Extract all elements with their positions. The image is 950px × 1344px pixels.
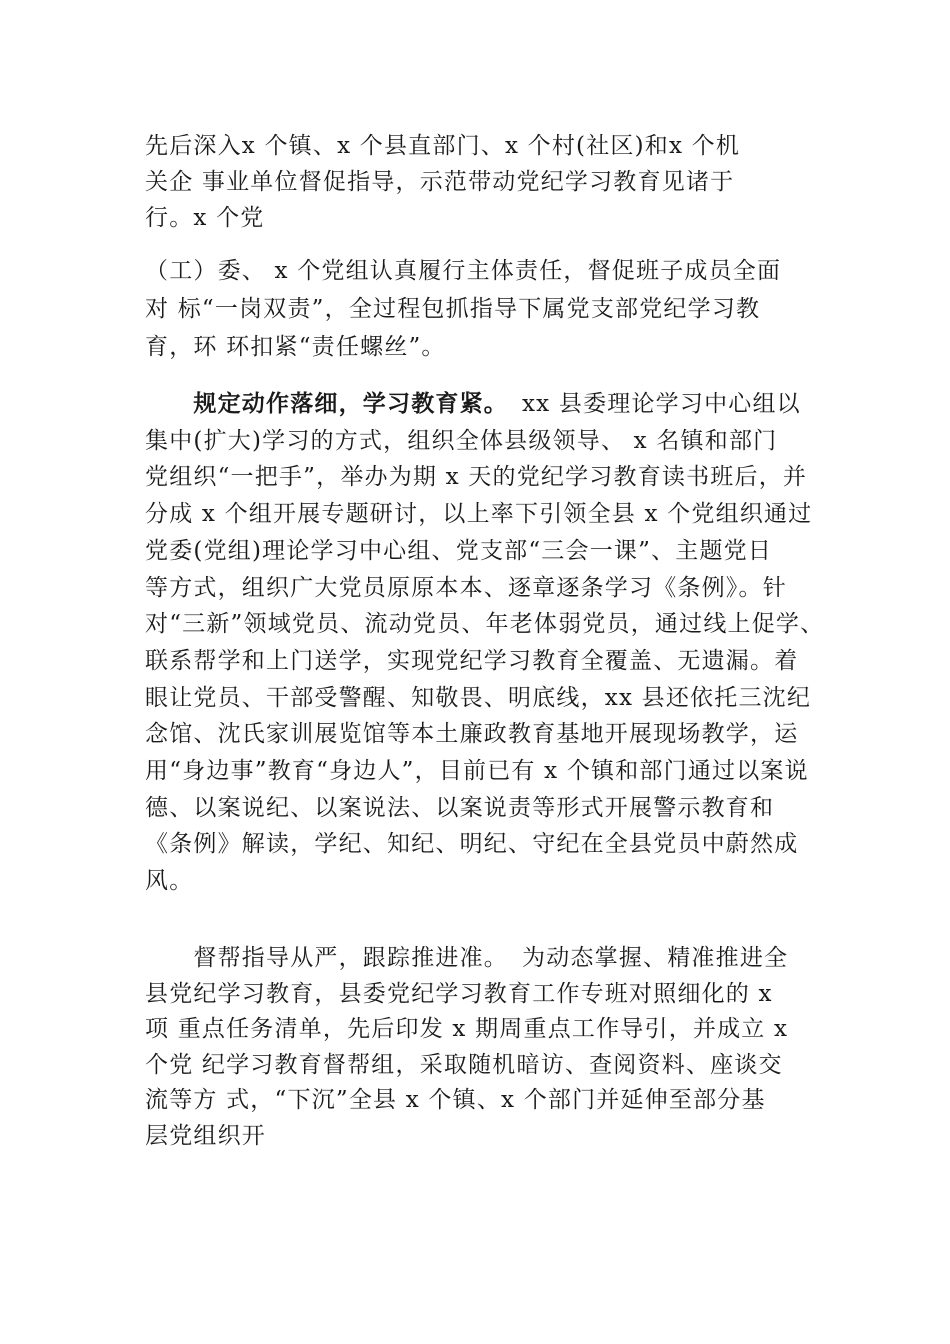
text-line: 层党组织开 [145, 1122, 266, 1149]
text-line: 关企 事业单位督促指导，示范带动党纪学习教育见诸于 [145, 169, 735, 195]
paragraph-2 [145, 252, 825, 366]
text-line: 集中(扩大)学习的方式，组织全体县级领导、 x 名镇和部门 [145, 427, 778, 454]
paragraph-heading: 规定动作落细，学习教育紧。 [193, 390, 509, 417]
text-line: 眼让党员、干部受警醒、知敬畏、明底线，xx 县还依托三沈纪 [145, 684, 812, 711]
text-line: 念馆、沈氏家训展览馆等本土廉政教育基地开展现场教学，运 [145, 721, 799, 748]
text-line: 县党纪学习教育，县委党纪学习教育工作专班对照细化的 x [145, 980, 773, 1007]
paragraph-heading: 督帮指导从严，跟踪推进准。 [193, 945, 509, 971]
paragraph-heading-rest: 为动态掌握、精准推进全 [522, 945, 789, 971]
text-line: 分成 x 个组开展专题研讨，以上率下引领全县 x 个党组织通过 [145, 501, 813, 528]
text-line: 联系帮学和上门送学，实现党纪学习教育全覆盖、无遗漏。着 [145, 647, 799, 674]
paragraph-1 [145, 128, 825, 236]
paragraph-first-line [145, 941, 825, 977]
text-line: 项 重点任务清单，先后印发 x 期周重点工作导引，并成立 x [145, 1016, 789, 1042]
paragraph-heading-rest: xx 县委理论学习中心组以 [522, 391, 801, 417]
text-line: 流等方 式，“下沉”全县 x 个镇、x 个部门并延伸至部分基 [145, 1087, 766, 1113]
text-line: 《条例》解读，学纪、知纪、明纪、守纪在全县党员中蔚然成 [145, 831, 799, 858]
text-line: 对“三新”领域党员、流动党员、年老体弱党员，通过线上促学、 [145, 611, 825, 638]
text-line: 个党 纪学习教育督帮组，采取随机暗访、查阅资料、座谈交 [145, 1051, 783, 1078]
paragraph-first-line [145, 386, 825, 423]
text-line: （工）委、 x 个党组认真履行主体责任，督促班子成员全面 [145, 258, 782, 284]
text-line: 用“身边事”教育“身边人”，目前已有 x 个镇和部门通过以案说 [145, 758, 809, 785]
paragraph-4 [145, 941, 825, 1154]
paragraph-3 [145, 386, 825, 900]
text-line: 先后深入x 个镇、x 个县直部门、x 个村(社区)和x 个机 [145, 133, 741, 159]
text-line: 党委(党组)理论学习中心组、党支部“三会一课”、主题党日 [145, 537, 773, 564]
text-line: 风。 [145, 868, 194, 895]
text-line: 等方式，组织广大党员原原本本、逐章逐条学习《条例》。针 [145, 574, 787, 601]
text-line: 行。x 个党 [145, 205, 265, 231]
text-line: 德、以案说纪、以案说法、以案说责等形式开展警示教育和 [145, 794, 775, 821]
text-line: 对 标“一岗双责”，全过程包抓指导下属党支部党纪学习教 [145, 296, 761, 322]
text-line: 育，环 环扣紧“责任螺丝”。 [145, 334, 446, 360]
text-line: 党组织“一把手”，举办为期 x 天的党纪学习教育读书班后，并 [145, 464, 808, 491]
